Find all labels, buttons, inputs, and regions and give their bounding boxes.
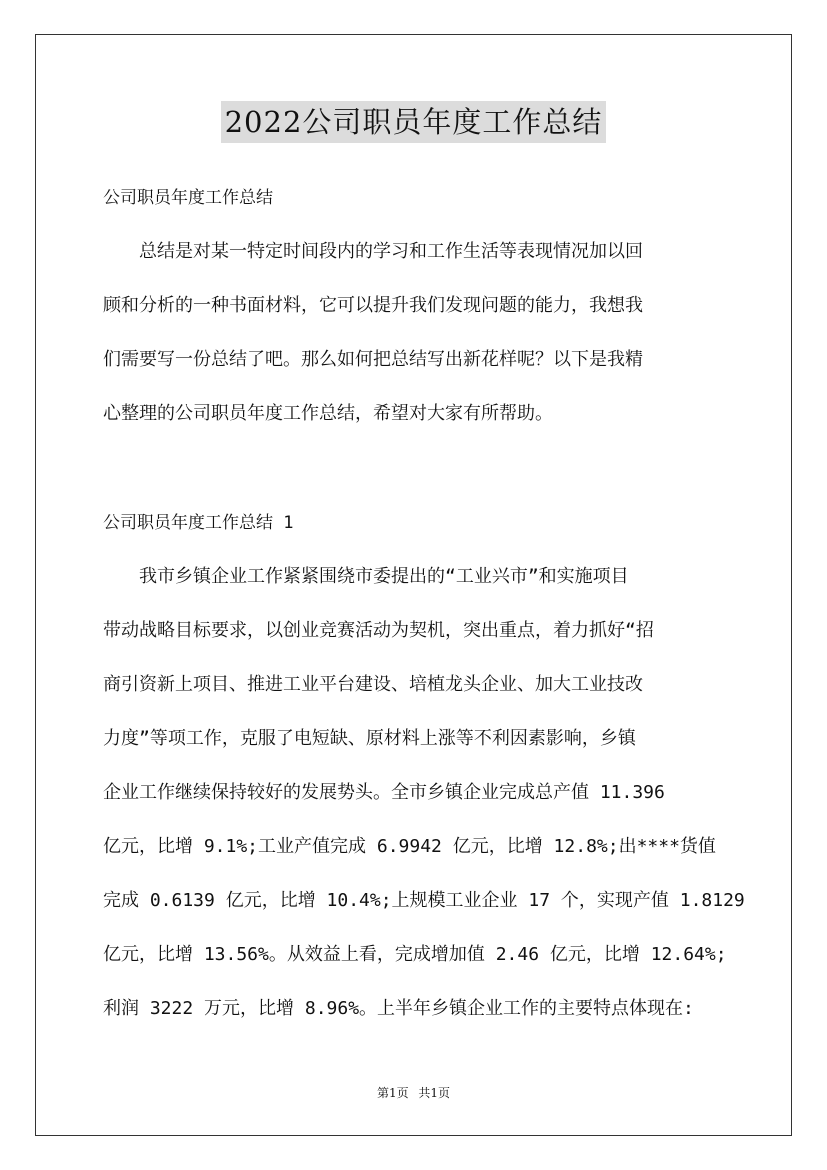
intro-line-2: 顾和分析的一种书面材料，它可以提升我们发现问题的能力，我想我	[103, 295, 643, 316]
section-heading-1: 公司职员年度工作总结 1	[103, 513, 294, 533]
page-number: 第1页	[376, 1086, 409, 1100]
body-line-8: 亿元，比增 13.56%。从效益上看，完成增加值 2.46 亿元，比增 12.64%;	[103, 944, 727, 965]
body-line-6: 亿元，比增 9.1%;工业产值完成 6.9942 亿元，比增 12.8%;出****货值	[103, 836, 716, 857]
body-line-4: 力度”等项工作，克服了电短缺、原材料上涨等不利因素影响，乡镇	[103, 728, 636, 749]
body-line-1: 我市乡镇企业工作紧紧围绕市委提出的“工业兴市”和实施项目	[103, 566, 629, 587]
body-line-9: 利润 3222 万元，比增 8.96%。上半年乡镇企业工作的主要特点体现在:	[103, 998, 694, 1019]
intro-line-4: 心整理的公司职员年度工作总结，希望对大家有所帮助。	[103, 403, 553, 424]
intro-heading: 公司职员年度工作总结	[103, 188, 273, 208]
title-container	[0, 101, 827, 143]
intro-line-1: 总结是对某一特定时间段内的学习和工作生活等表现情况加以回	[103, 241, 643, 262]
document-title: 2022公司职员年度工作总结	[221, 101, 607, 143]
page-total: 共1页	[418, 1086, 451, 1100]
body-line-5: 企业工作继续保持较好的发展势头。全市乡镇企业完成总产值 11.396	[103, 782, 665, 803]
intro-line-3: 们需要写一份总结了吧。那么如何把总结写出新花样呢？以下是我精	[103, 349, 643, 370]
body-line-3: 商引资新上项目、推进工业平台建设、培植龙头企业、加大工业技改	[103, 674, 643, 695]
body-line-2: 带动战略目标要求，以创业竞赛活动为契机，突出重点，着力抓好“招	[103, 620, 654, 641]
body-line-7: 完成 0.6139 亿元，比增 10.4%;上规模工业企业 17 个，实现产值 1.8129	[103, 890, 745, 911]
page-footer	[0, 1084, 827, 1101]
